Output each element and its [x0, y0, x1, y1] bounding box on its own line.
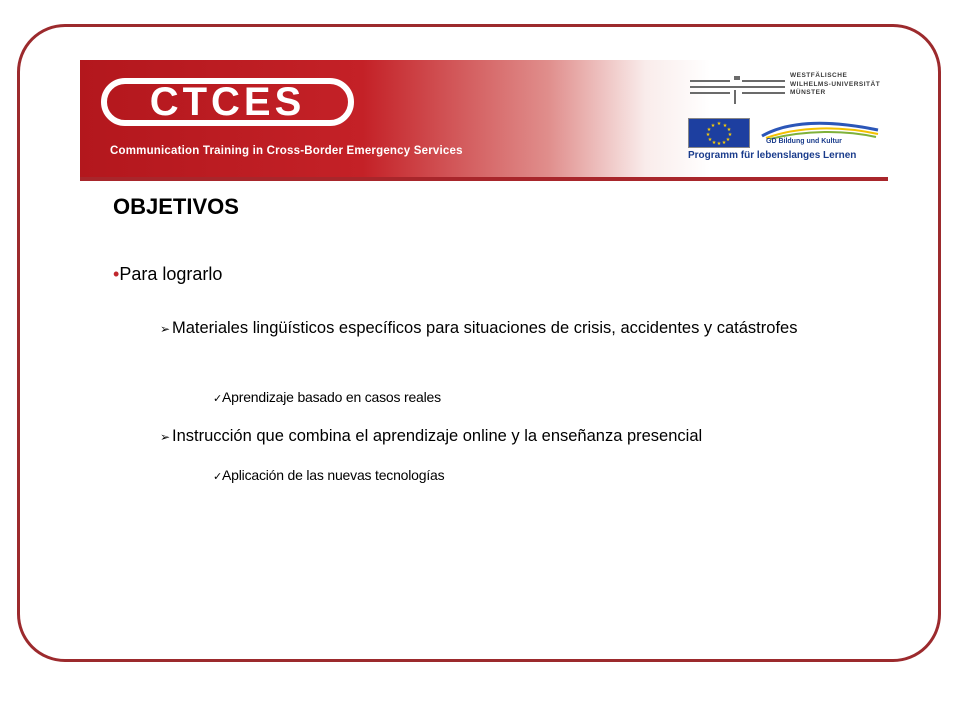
bullet-level1: [113, 264, 222, 285]
svg-text:★: ★: [727, 132, 733, 138]
svg-text:★: ★: [705, 132, 711, 138]
bullet-level3-item-2: [213, 467, 444, 483]
arrow-bullet-icon: ➢: [160, 322, 171, 336]
subitem-text: Aplicación de las nuevas tecnologías: [222, 467, 445, 483]
svg-text:★: ★: [725, 137, 731, 143]
banner-divider: [80, 177, 888, 181]
university-emblem-icon: [690, 76, 785, 106]
swoosh-icon: [760, 118, 880, 140]
ctces-logo: [101, 78, 354, 126]
bullet-level2-item-2: [160, 427, 702, 446]
checkmark-icon: ✓: [213, 471, 223, 483]
arrow-bullet-icon: ➢: [160, 430, 171, 444]
bullet-text: Para lograrlo: [119, 264, 223, 284]
item-text: Instrucción que combina el aprendizaje online y la enseñanza presencial: [172, 427, 703, 445]
svg-text:★: ★: [710, 123, 716, 129]
eu-flag-icon: [688, 118, 750, 148]
item-text: Materiales lingüísticos específicos para situaciones de crisis, accidentes y catástrofes: [172, 319, 798, 337]
university-name: WESTFÄLISCHE WILHELMS-UNIVERSITÄT MÜNSTER: [790, 72, 881, 96]
university-logo: [690, 70, 880, 110]
gd-bildung-logo: [760, 118, 880, 148]
slide-title: OBJETIVOS: [113, 194, 239, 219]
checkmark-icon: ✓: [213, 393, 223, 405]
gd-label: GD Bildung und Kultur: [766, 138, 842, 145]
svg-text:★: ★: [726, 127, 732, 133]
header-banner: [80, 60, 888, 178]
svg-text:★: ★: [707, 137, 713, 143]
program-label: Programm für lebenslanges Lernen: [688, 150, 857, 161]
bullet-level2-item-1: [160, 311, 860, 346]
svg-text:★: ★: [721, 140, 727, 146]
banner-tagline: Communication Training in Cross-Border Emergency Services: [110, 145, 463, 157]
bullet-icon: •: [113, 264, 120, 284]
svg-text:★: ★: [706, 127, 712, 133]
subitem-text: Aprendizaje basado en casos reales: [222, 389, 441, 405]
svg-text:★: ★: [716, 141, 722, 147]
bullet-level3-item-1: [213, 389, 441, 405]
svg-text:★: ★: [722, 123, 728, 129]
svg-text:★: ★: [711, 140, 717, 146]
logo-text: CTCES: [149, 80, 306, 124]
svg-text:★: ★: [716, 121, 722, 127]
